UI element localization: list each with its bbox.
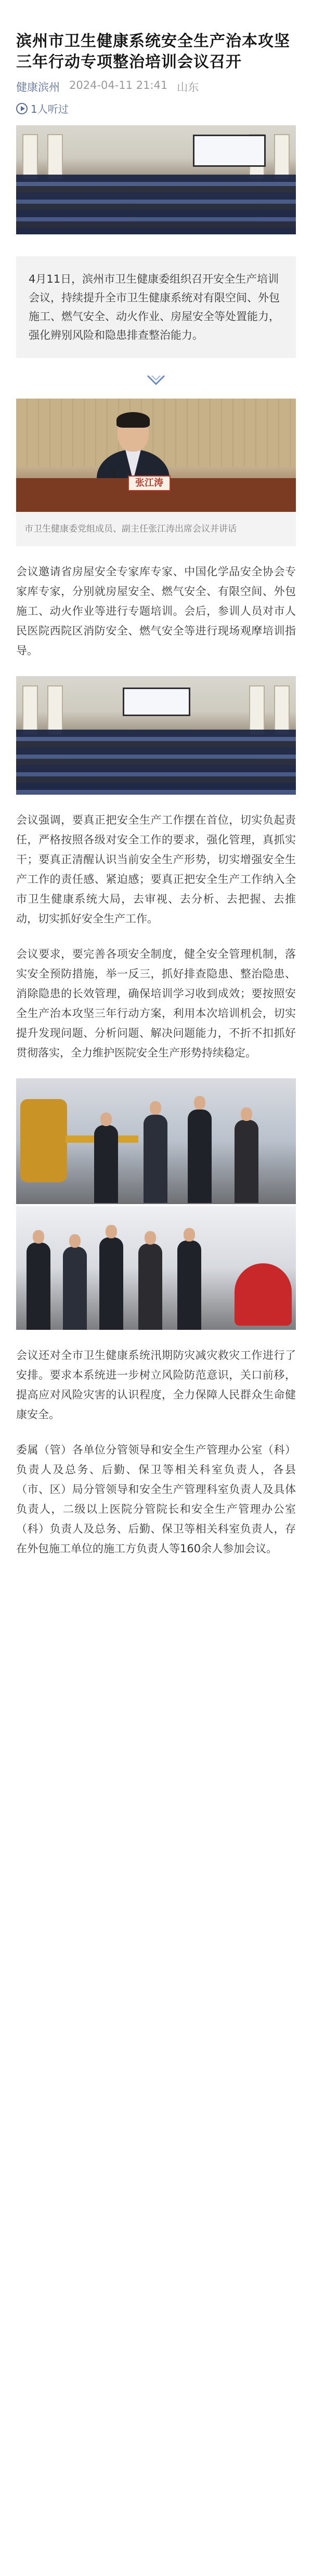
- meeting-room-photo[interactable]: [16, 125, 296, 234]
- person-face: [184, 1228, 195, 1241]
- site-inspection-photo-1[interactable]: [16, 1078, 296, 1204]
- site-inspection-photo-2[interactable]: [16, 1206, 296, 1330]
- person-face: [150, 1101, 161, 1115]
- play-audio-icon: [16, 103, 28, 114]
- nameplate: 张江涛: [128, 475, 171, 491]
- window-decor: [274, 685, 290, 735]
- person-face: [241, 1107, 252, 1121]
- chevron-down-icon: [146, 374, 166, 387]
- window-decor: [47, 134, 63, 180]
- divider: [16, 374, 296, 387]
- audience-rows: [16, 730, 296, 795]
- person: [235, 1120, 258, 1203]
- paragraph: 会议邀请省房屋安全专家库专家、中国化学品安全协会专家库专家，分别就房屋安全、燃气安全、有限空间、外包施工、动火作业等进行专题培训。会后，参训人员对市人民医院西院区消防安全、燃气安全等进行现场观摩培训指导。: [16, 565, 296, 657]
- projection-screen: [193, 135, 266, 167]
- window-decor: [249, 685, 265, 735]
- person-face: [106, 1225, 117, 1238]
- lead-summary: 4月11日，滨州市卫生健康委组织召开安全生产培训会议，持续提升全市卫生健康系统对有限空间、外包施工、燃气安全、动火作业、房屋安全等处置能力，强化辨别风险和隐患排查整治能力。: [16, 256, 296, 358]
- bottom-spacer: [16, 1558, 296, 1579]
- window-decor: [22, 685, 38, 735]
- publish-location: 山东: [177, 81, 199, 94]
- person: [27, 1243, 50, 1330]
- person: [177, 1240, 201, 1330]
- article-title: 滨州市卫生健康系统安全生产治本攻坚三年行动专项整治培训会议召开: [16, 32, 290, 71]
- paragraph: 委属（管）各单位分管领导和安全生产管理办公室（科）负责人及总务、后勤、保卫等相关科室负责人，各县（市、区）局分管领导和安全生产管理科室负责人及具体负责人，二级以上医院分管院长和安全生产管理办公室（科）负责人及总务、后勤、保卫等相关科室负责人，存在外包施工单位的施工方负责人等160余人参加会议。: [16, 1444, 296, 1555]
- person-face: [194, 1096, 205, 1109]
- speaker-photo[interactable]: [16, 399, 296, 512]
- window-decor: [274, 134, 290, 180]
- projection-screen: [123, 688, 190, 716]
- person-face: [33, 1230, 44, 1244]
- person-face: [69, 1234, 81, 1248]
- person: [94, 1125, 118, 1203]
- publish-datetime: 2024-04-11 21:41: [69, 79, 168, 91]
- paragraph: 会议强调，要真正把安全生产工作摆在首位，切实负起责任，严格按照各级对安全工作的要求，强化管理，真抓实干；要真正清醒认识当前安全生产形势，切实增强安全生产工作的责任感、紧迫感；要真正把安全生产工作纳入全市卫生健康系统大局，去审视、去分析、去把握、去推动，切实抓好安全生产工作。: [16, 814, 296, 925]
- person: [188, 1109, 212, 1203]
- person: [138, 1244, 162, 1330]
- person: [99, 1237, 123, 1330]
- listen-count: 1人听过: [31, 103, 69, 115]
- window-decor: [47, 685, 63, 735]
- gas-tank: [20, 1099, 67, 1182]
- account-name-link[interactable]: 健康滨州: [16, 81, 60, 94]
- person: [63, 1247, 87, 1330]
- photo-caption: 市卫生健康委党组成员、副主任张江涛出席会议并讲话: [16, 512, 296, 546]
- person: [144, 1115, 167, 1203]
- paragraph: 会议要求，要完善各项安全制度，健全安全管理机制，落实安全预防措施，举一反三，抓好排查隐患、整治隐患、消除隐患的长效管理，确保培训学习收到成效；要按照安全生产治本攻坚三年行动方案，利用本次培训机会，切实提升发现问题、分析问题、解决问题能力，不折不扣抓好贯彻落实，全力维护医院安全生产形势持续稳定。: [16, 948, 296, 1059]
- paragraph: 会议还对全市卫生健康系统汛期防灾减灾救灾工作进行了安排。要求本系统进一步树立风险防范意识，关口前移，提高应对风险灾害的认识程度，全力保障人民群众生命健康安全。: [16, 1349, 296, 1421]
- article-meta: [16, 79, 296, 95]
- listen-button[interactable]: [16, 101, 296, 116]
- window-decor: [22, 134, 38, 180]
- audience-rows: [16, 175, 296, 235]
- person-face: [145, 1231, 156, 1245]
- red-equipment: [235, 1263, 292, 1326]
- person-face: [100, 1113, 112, 1126]
- hair: [116, 412, 150, 428]
- auditorium-photo[interactable]: [16, 676, 296, 795]
